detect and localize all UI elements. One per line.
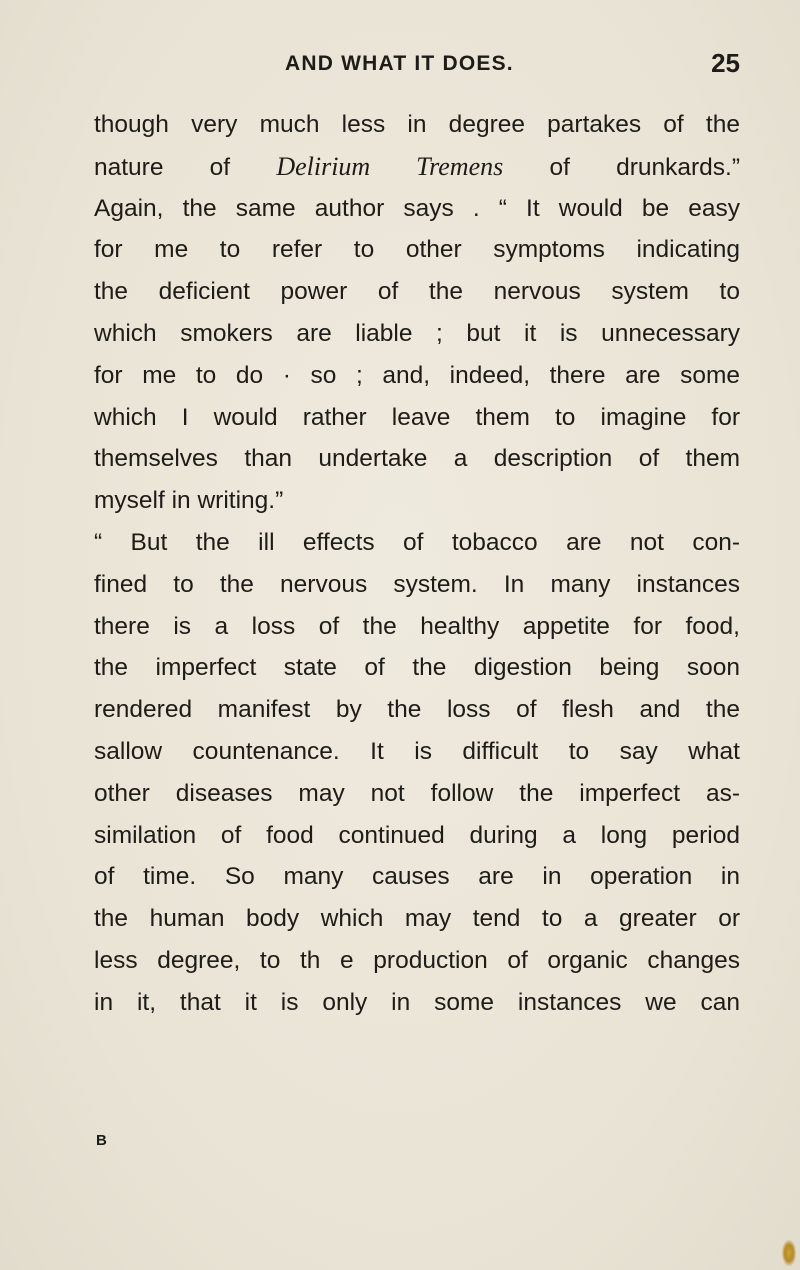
text-line: the deficient power of the nervous system to bbox=[94, 278, 740, 306]
body-text bbox=[94, 104, 740, 1024]
text-line: other diseases may not follow the imperfect as- bbox=[94, 779, 740, 807]
page-number: 25 bbox=[711, 48, 740, 78]
text-line: myself in writing.” bbox=[94, 487, 284, 515]
text-line: less degree, to th e production of organic changes bbox=[94, 946, 740, 974]
running-title: AND WHAT IT DOES. bbox=[285, 52, 514, 75]
text-line: sallow countenance. It is difficult to say what bbox=[94, 737, 740, 765]
italic-term: Delirium Tremens bbox=[276, 151, 504, 181]
text-line: the imperfect state of the digestion being soon bbox=[94, 654, 740, 682]
text-line: in it, that it is only in some instances we can bbox=[94, 988, 740, 1016]
running-head bbox=[90, 48, 740, 86]
text-line: rendered manifest by the loss of flesh and the bbox=[94, 696, 740, 724]
signature-mark: B bbox=[96, 1132, 107, 1149]
text-fragment: of drunkards.” bbox=[503, 153, 740, 181]
paper-stain bbox=[782, 1240, 796, 1266]
text-line: similation of food continued during a long period bbox=[94, 821, 740, 849]
text-line: themselves than undertake a description of them bbox=[94, 445, 740, 473]
text-line: for me to refer to other symptoms indicating bbox=[94, 236, 740, 264]
text-line: which I would rather leave them to imagine for bbox=[94, 403, 740, 431]
text-line: though very much less in degree partakes of the bbox=[94, 111, 740, 138]
text-line: the human body which may tend to a greater or bbox=[94, 905, 740, 933]
text-line: “ But the ill effects of tobacco are not con- bbox=[94, 528, 740, 556]
text-fragment: nature of bbox=[94, 153, 277, 181]
text-line: Again, the same author says . “ It would be easy bbox=[94, 194, 740, 222]
text-line: which smokers are liable ; but it is unnecessary bbox=[94, 319, 740, 347]
text-line bbox=[94, 146, 740, 188]
text-line: for me to do · so ; and, indeed, there are some bbox=[94, 361, 740, 389]
text-line: of time. So many causes are in operation in bbox=[94, 863, 740, 891]
text-line: there is a loss of the healthy appetite for food, bbox=[94, 612, 740, 640]
text-line: fined to the nervous system. In many instances bbox=[94, 570, 740, 598]
